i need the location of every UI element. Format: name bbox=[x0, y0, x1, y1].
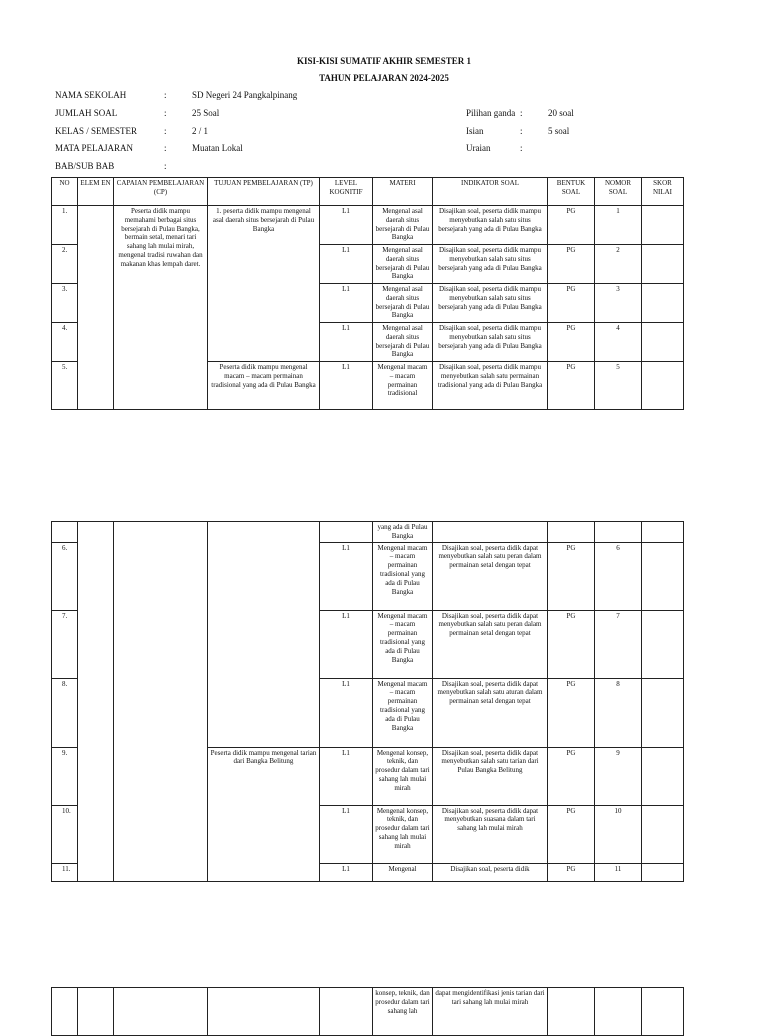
cell-materi: Mengenal konsep, teknik, dan prosedur dalam tari sahang lah mulai mirah bbox=[373, 747, 433, 805]
cell-skor bbox=[642, 610, 684, 678]
header-elemen: ELEM EN bbox=[78, 178, 114, 206]
cell-skor bbox=[642, 522, 684, 543]
cell-cp bbox=[114, 522, 208, 882]
cell-no: 6. bbox=[52, 542, 78, 610]
info-colon: : bbox=[164, 126, 167, 136]
cell-nomor: 7 bbox=[595, 610, 642, 678]
info-colon: : bbox=[520, 108, 523, 118]
cell-no: 7. bbox=[52, 610, 78, 678]
cell-indikator bbox=[433, 522, 548, 543]
cell-level: L1 bbox=[320, 805, 373, 863]
header-indikator: INDIKATOR SOAL bbox=[433, 178, 548, 206]
cell-bentuk: PG bbox=[548, 678, 595, 747]
cell-no: 2. bbox=[52, 245, 78, 284]
cell-indikator: Disajikan soal, peserta didik dapat menyebutkan salah satu peran dalam permainan setal dengan tepat bbox=[433, 542, 548, 610]
cell-bentuk: PG bbox=[548, 206, 595, 245]
cell-level bbox=[320, 522, 373, 543]
info-mapel-value: Muatan Lokal bbox=[192, 143, 243, 153]
cell-nomor: 5 bbox=[595, 362, 642, 410]
cell-cp: Peserta didik mampu memahami berbagai situs bersejarah di Pulau Bangka, bermain setal, menari tari sahang lah mulai mirah, mengenal tradisi ruwahan dan makanan khas lempah daret. bbox=[114, 206, 208, 410]
info-sekolah-value: SD Negeri 24 Pangkalpinang bbox=[192, 90, 298, 100]
info-kelas-label: KELAS / SEMESTER bbox=[55, 126, 138, 136]
info-uraian-label: Uraian bbox=[466, 143, 491, 153]
cell-level: L1 bbox=[320, 245, 373, 284]
cell-indikator: Disajikan soal, peserta didik dapat menyebutkan salah satu tarian dari Pulau Bangka Belitung bbox=[433, 747, 548, 805]
cell-nomor: 11 bbox=[595, 863, 642, 881]
info-jumlah-label: JUMLAH SOAL bbox=[55, 108, 118, 118]
cell-bentuk bbox=[548, 522, 595, 543]
cell-bentuk: PG bbox=[548, 805, 595, 863]
kisi-table-part-3 bbox=[51, 987, 684, 1036]
cell-indikator: Disajikan soal, peserta didik mampu menyebutkan salah satu situs bersejarah yang ada di Pulau Bangka bbox=[433, 323, 548, 362]
cell-nomor: 10 bbox=[595, 805, 642, 863]
cell-indikator: Disajikan soal, peserta didik mampu menyebutkan salah satu situs bersejarah yang ada di Pulau Bangka bbox=[433, 206, 548, 245]
cell-bentuk: PG bbox=[548, 323, 595, 362]
cell-indikator: Disajikan soal, peserta didik bbox=[433, 863, 548, 881]
info-colon: : bbox=[520, 126, 523, 136]
cell-no: 9. bbox=[52, 747, 78, 805]
cell-materi: konsep, teknik, dan prosedur dalam tari sahang lah bbox=[373, 988, 433, 1036]
cell-skor bbox=[642, 542, 684, 610]
info-pg-value: 20 soal bbox=[548, 108, 574, 118]
table-row bbox=[52, 522, 684, 543]
cell-cp bbox=[114, 988, 208, 1036]
header-bentuk: BENTUK SOAL bbox=[548, 178, 595, 206]
cell-materi: Mengenal konsep, teknik, dan prosedur dalam tari sahang lah mulai mirah bbox=[373, 805, 433, 863]
cell-indikator: Disajikan soal, peserta didik dapat menyebutkan salah satu peran dalam permainan setal dengan tepat bbox=[433, 610, 548, 678]
cell-materi: Mengenal bbox=[373, 863, 433, 881]
cell-materi: Mengenal asal daerah situs bersejarah di Pulau Bangka bbox=[373, 206, 433, 245]
cell-level bbox=[320, 988, 373, 1036]
cell-level: L1 bbox=[320, 863, 373, 881]
cell-level: L1 bbox=[320, 206, 373, 245]
cell-materi: yang ada di Pulau Bangka bbox=[373, 522, 433, 543]
cell-bentuk: PG bbox=[548, 610, 595, 678]
header-nomor: NOMOR SOAL bbox=[595, 178, 642, 206]
cell-indikator: dapat mengidentifikasi jenis tarian dari tari sahang lah mulai mirah bbox=[433, 988, 548, 1036]
info-sekolah-label: NAMA SEKOLAH bbox=[55, 90, 127, 100]
info-colon: : bbox=[164, 108, 167, 118]
cell-indikator: Disajikan soal, peserta didik dapat menyebutkan salah satu aturan dalam permainan setal dengan tepat bbox=[433, 678, 548, 747]
cell-indikator: Disajikan soal, peserta didik mampu menyebutkan salah satu situs bersejarah yang ada di Pulau Bangka bbox=[433, 245, 548, 284]
cell-materi: Mengenal macam – macam permainan tradisional yang ada di Pulau Bangka bbox=[373, 542, 433, 610]
cell-bentuk: PG bbox=[548, 284, 595, 323]
table-header-row bbox=[52, 178, 684, 206]
cell-tp: Peserta didik mampu mengenal macam – macam permainan tradisional yang ada di Pulau Bangka bbox=[208, 362, 320, 410]
table-row bbox=[52, 988, 684, 1036]
info-pg-label: Pilihan ganda bbox=[466, 108, 516, 118]
cell-nomor: 2 bbox=[595, 245, 642, 284]
document-subtitle: TAHUN PELAJARAN 2024-2025 bbox=[319, 73, 449, 83]
cell-indikator: Disajikan soal, peserta didik dapat menyebutkan suasana dalam tari sahang lah mulai mirah bbox=[433, 805, 548, 863]
cell-level: L1 bbox=[320, 678, 373, 747]
info-isian-value: 5 soal bbox=[548, 126, 570, 136]
cell-nomor: 1 bbox=[595, 206, 642, 245]
info-bab-label: BAB/SUB BAB bbox=[55, 161, 115, 171]
info-colon: : bbox=[520, 143, 523, 153]
cell-materi: Mengenal macam – macam permainan tradisional bbox=[373, 362, 433, 410]
cell-no: 11. bbox=[52, 863, 78, 881]
cell-nomor: 6 bbox=[595, 542, 642, 610]
info-kelas-value: 2 / 1 bbox=[192, 126, 209, 136]
cell-materi: Mengenal macam – macam permainan tradisional yang ada di Pulau Bangka bbox=[373, 610, 433, 678]
cell-elemen bbox=[78, 988, 114, 1036]
cell-bentuk bbox=[548, 988, 595, 1036]
cell-materi: Mengenal asal daerah situs bersejarah di Pulau Bangka bbox=[373, 323, 433, 362]
info-jumlah-value: 25 Soal bbox=[192, 108, 220, 118]
cell-level: L1 bbox=[320, 542, 373, 610]
document-title: KISI-KISI SUMATIF AKHIR SEMESTER 1 bbox=[296, 56, 472, 66]
cell-skor bbox=[642, 284, 684, 323]
cell-no: 10. bbox=[52, 805, 78, 863]
cell-skor bbox=[642, 206, 684, 245]
cell-bentuk: PG bbox=[548, 245, 595, 284]
cell-tp: 1. peserta didik mampu mengenal asal daerah situs bersejarah di Pulau Bangka bbox=[208, 206, 320, 362]
kisi-table-part-1 bbox=[51, 177, 684, 410]
info-colon: : bbox=[164, 90, 167, 100]
kisi-table-part-2 bbox=[51, 521, 684, 882]
cell-skor bbox=[642, 747, 684, 805]
header-skor: SKOR NILAI bbox=[642, 178, 684, 206]
cell-nomor: 4 bbox=[595, 323, 642, 362]
cell-skor bbox=[642, 805, 684, 863]
cell-tp bbox=[208, 522, 320, 748]
cell-indikator: Disajikan soal, peserta didik mampu menyebutkan salah satu situs bersejarah yang ada di Pulau Bangka bbox=[433, 284, 548, 323]
header-level: LEVEL KOGNITIF bbox=[320, 178, 373, 206]
cell-skor bbox=[642, 863, 684, 881]
cell-skor bbox=[642, 362, 684, 410]
header-cp: CAPAIAN PEMBELAJARAN (CP) bbox=[114, 178, 208, 206]
cell-no: 8. bbox=[52, 678, 78, 747]
cell-level: L1 bbox=[320, 284, 373, 323]
cell-bentuk: PG bbox=[548, 747, 595, 805]
info-isian-label: Isian bbox=[466, 126, 484, 136]
cell-skor bbox=[642, 323, 684, 362]
cell-materi: Mengenal asal daerah situs bersejarah di Pulau Bangka bbox=[373, 245, 433, 284]
cell-tp bbox=[208, 988, 320, 1036]
cell-materi: Mengenal macam – macam permainan tradisional yang ada di Pulau Bangka bbox=[373, 678, 433, 747]
header-materi: MATERI bbox=[373, 178, 433, 206]
info-colon: : bbox=[164, 143, 167, 153]
table-row bbox=[52, 206, 684, 245]
cell-level: L1 bbox=[320, 362, 373, 410]
cell-indikator: Disajikan soal, peserta didik mampu menyebutkan salah satu permainan tradisional yang ada di Pulau Bangka bbox=[433, 362, 548, 410]
cell-nomor bbox=[595, 988, 642, 1036]
cell-no: 3. bbox=[52, 284, 78, 323]
cell-level: L1 bbox=[320, 747, 373, 805]
cell-nomor: 9 bbox=[595, 747, 642, 805]
cell-level: L1 bbox=[320, 323, 373, 362]
info-mapel-label: MATA PELAJARAN bbox=[55, 143, 134, 153]
cell-no: 4. bbox=[52, 323, 78, 362]
cell-skor bbox=[642, 245, 684, 284]
cell-level: L1 bbox=[320, 610, 373, 678]
cell-bentuk: PG bbox=[548, 542, 595, 610]
header-tp: TUJUAN PEMBELAJARAN (TP) bbox=[208, 178, 320, 206]
cell-bentuk: PG bbox=[548, 863, 595, 881]
cell-nomor: 8 bbox=[595, 678, 642, 747]
header-no: NO bbox=[52, 178, 78, 206]
cell-nomor: 3 bbox=[595, 284, 642, 323]
cell-no: 5. bbox=[52, 362, 78, 410]
cell-elemen bbox=[78, 206, 114, 410]
cell-bentuk: PG bbox=[548, 362, 595, 410]
cell-no bbox=[52, 522, 78, 543]
cell-skor bbox=[642, 988, 684, 1036]
cell-tp: Peserta didik mampu mengenal tarian dari Bangka Belitung bbox=[208, 747, 320, 881]
cell-no bbox=[52, 988, 78, 1036]
cell-materi: Mengenal asal daerah situs bersejarah di Pulau Bangka bbox=[373, 284, 433, 323]
cell-nomor bbox=[595, 522, 642, 543]
cell-elemen bbox=[78, 522, 114, 882]
info-colon: : bbox=[164, 161, 167, 171]
cell-skor bbox=[642, 678, 684, 747]
cell-no: 1. bbox=[52, 206, 78, 245]
